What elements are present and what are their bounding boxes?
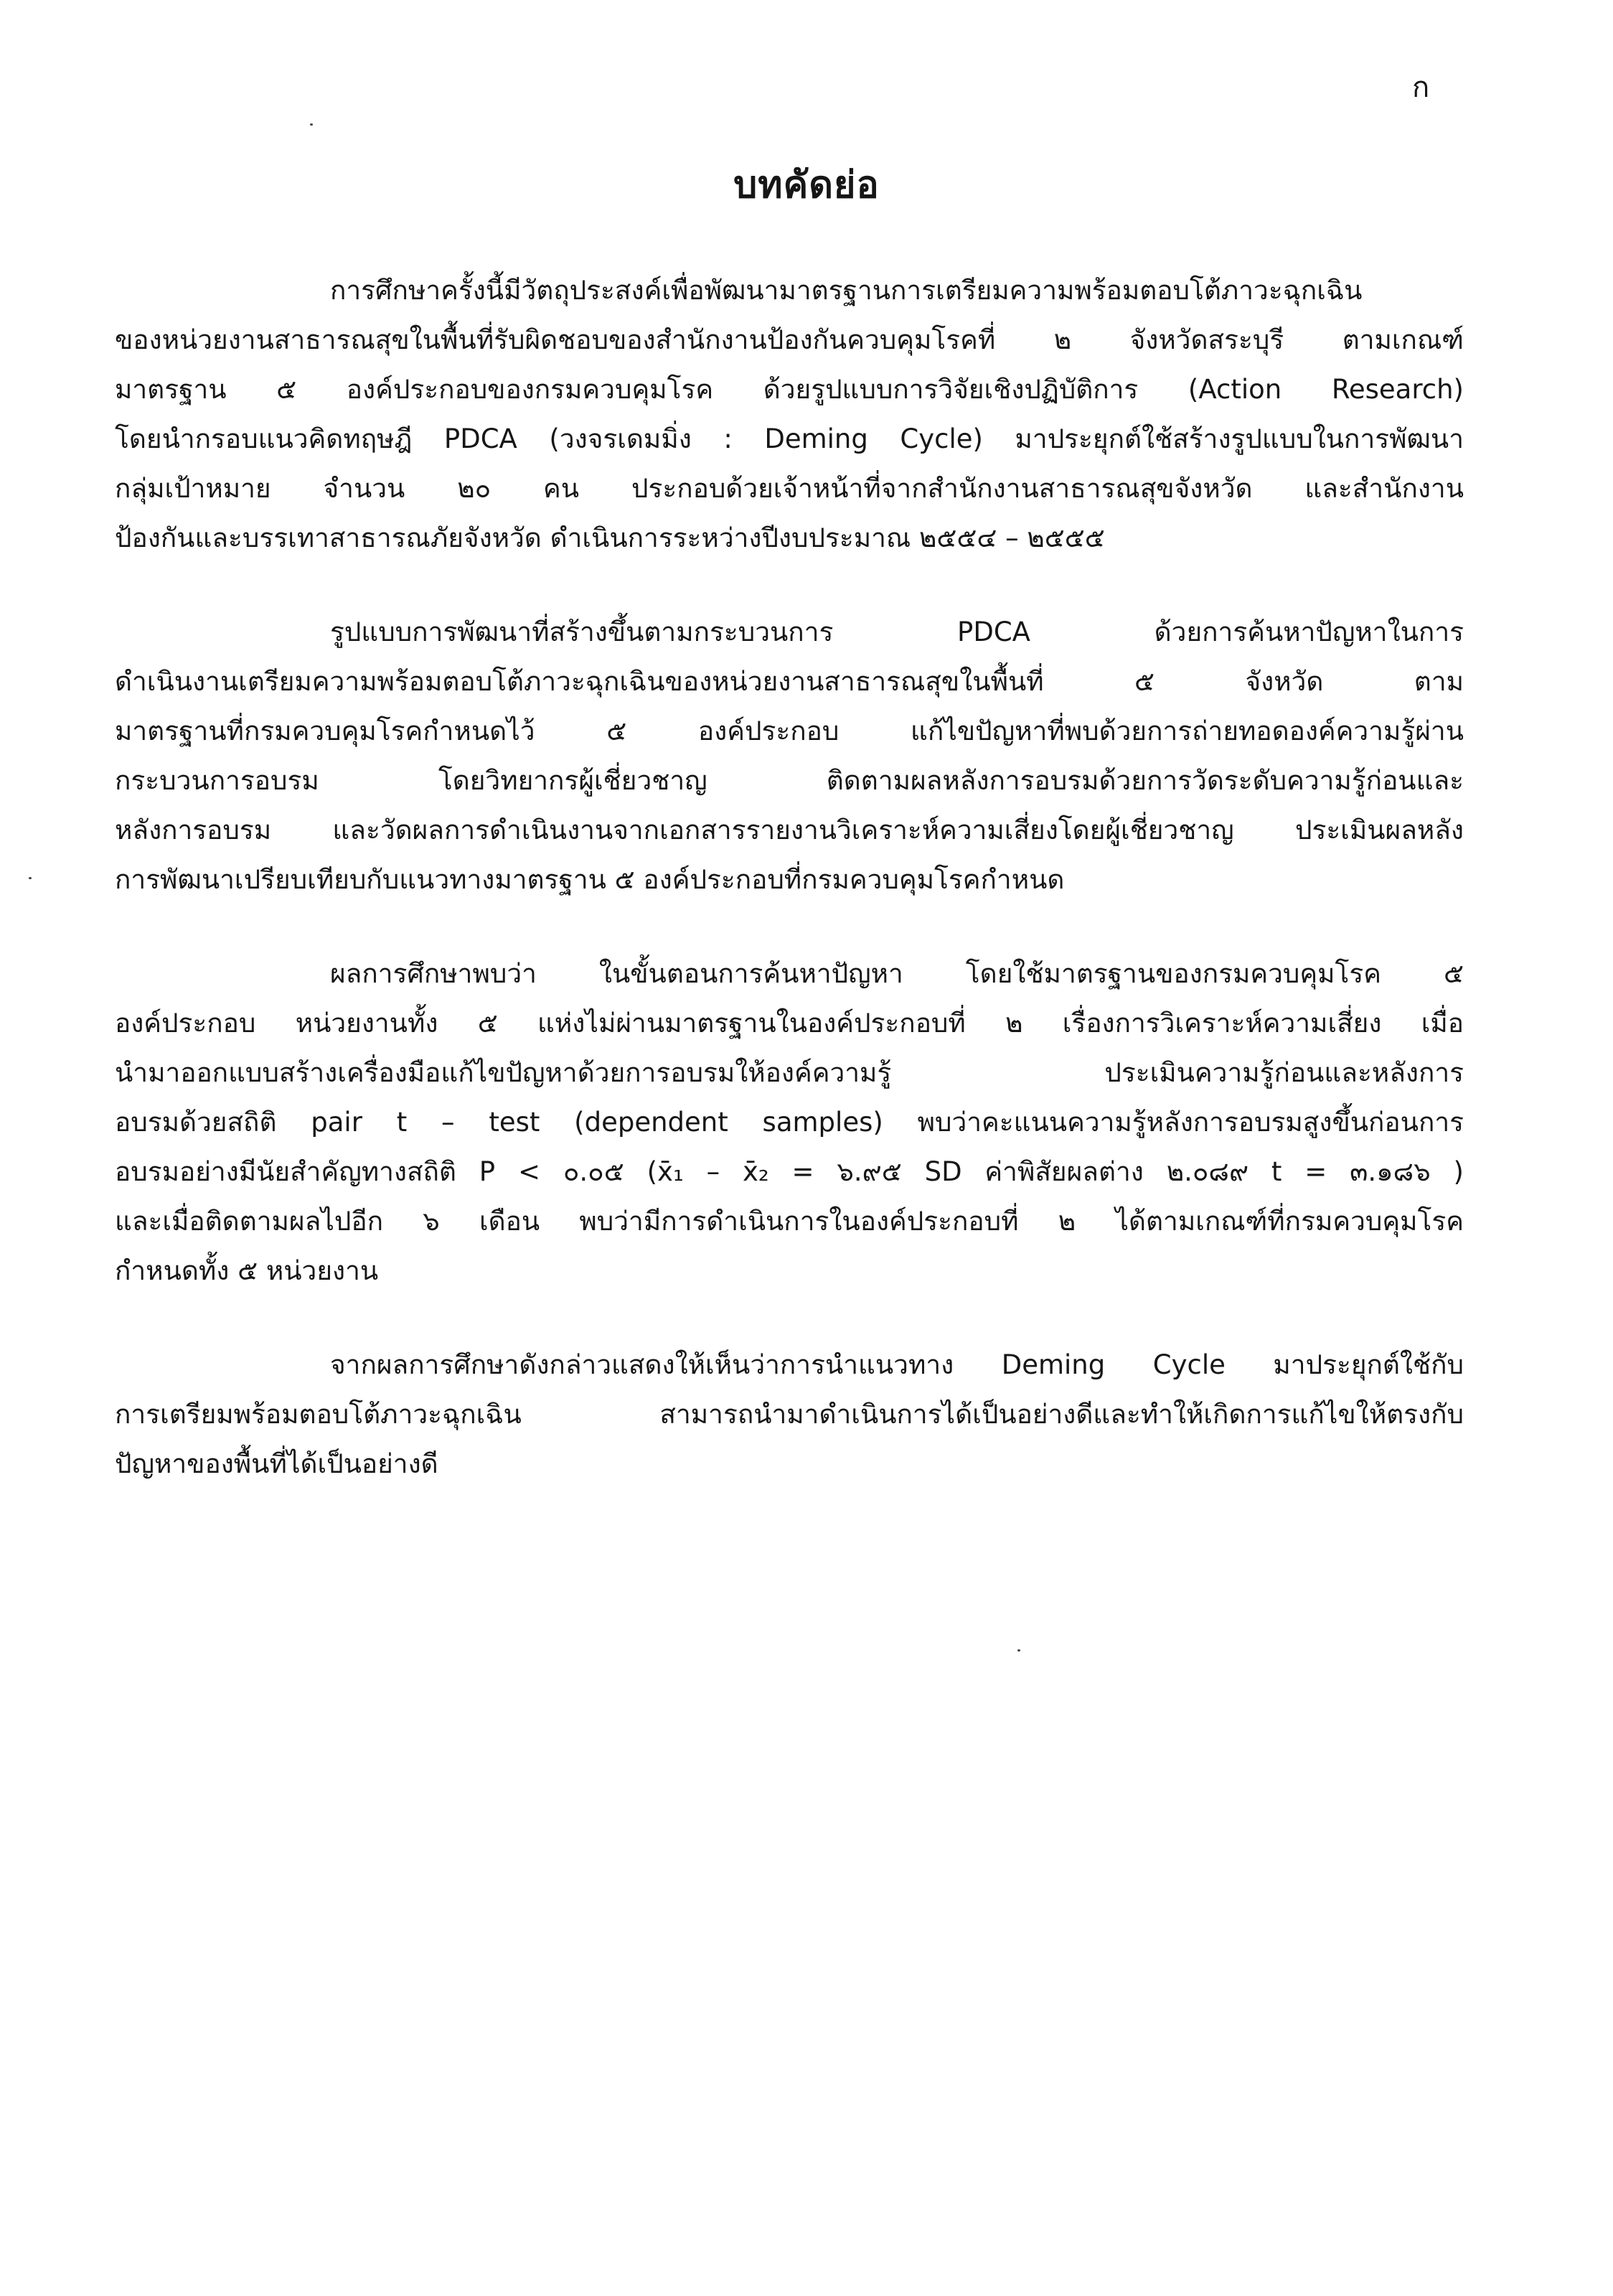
text-line: หลังการอบรม และวัดผลการดำเนินงานจากเอกสารรายงานวิเคราะห์ความเสี่ยงโดยผู้เชี่ยวชาญ ประเมินผลหลัง (115, 815, 1464, 845)
text-line: การพัฒนาเปรียบเทียบกับแนวทางมาตรฐาน ๕ องค์ประกอบที่กรมควบคุมโรคกำหนด (115, 864, 1065, 895)
paragraph-1 (115, 266, 1464, 563)
text-line: ของหน่วยงานสาธารณสุขในพื้นที่รับผิดชอบของสำนักงานป้องกันควบคุมโรคที่ ๒ จังหวัดสระบุรี ตามเกณฑ์ (115, 324, 1464, 355)
text-line: การเตรียมพร้อมตอบโต้ภาวะฉุกเฉิน สามารถนำมาดำเนินการได้เป็นอย่างดีและทำให้เกิดการแก้ไขให้ตรงกับ (115, 1399, 1464, 1430)
text-line: โดยนำกรอบแนวคิดทฤษฎี PDCA (วงจรเดมมิ่ง : Deming Cycle) มาประยุกต์ใช้สร้างรูปแบบในการพัฒนา (115, 423, 1464, 454)
text-line: มาตรฐานที่กรมควบคุมโรคกำหนดไว้ ๕ องค์ประกอบ แก้ไขปัญหาที่พบด้วยการถ่ายทอดองค์ความรู้ผ่าน (115, 716, 1464, 746)
text-line: จากผลการศึกษาดังกล่าวแสดงให้เห็นว่าการนำแนวทาง Deming Cycle มาประยุกต์ใช้กับ (330, 1349, 1464, 1380)
text-line: และเมื่อติดตามผลไปอีก ๖ เดือน พบว่ามีการดำเนินการในองค์ประกอบที่ ๒ ได้ตามเกณฑ์ที่กรมควบคุมโรค (115, 1206, 1464, 1237)
paragraph-2 (115, 607, 1464, 904)
text-line: กลุ่มเป้าหมาย จำนวน ๒๐ คน ประกอบด้วยเจ้าหน้าที่จากสำนักงานสาธารณสุขจังหวัด และสำนักงาน (115, 473, 1464, 504)
scan-speck (1017, 1649, 1020, 1651)
text-line: รูปแบบการพัฒนาที่สร้างขึ้นตามกระบวนการ PDCA ด้วยการค้นหาปัญหาในการ (330, 617, 1464, 647)
scan-speck (310, 123, 313, 126)
text-line: อบรมอย่างมีนัยสำคัญทางสถิติ P < ๐.๐๕ (x̄₁ – x̄₂ = ๖.๙๕ SD ค่าพิสัยผลต่าง ๒.๐๘๙ t = ๓.๑๘๖ ) (115, 1156, 1464, 1187)
text-line: กำหนดทั้ง ๕ หน่วยงาน (115, 1255, 379, 1286)
text-line: มาตรฐาน ๕ องค์ประกอบของกรมควบคุมโรค ด้วยรูปแบบการวิจัยเชิงปฏิบัติการ (Action Research) (115, 374, 1464, 405)
page-number: ก (1412, 71, 1430, 104)
text-line: ดำเนินงานเตรียมความพร้อมตอบโต้ภาวะฉุกเฉินของหน่วยงานสาธารณสุขในพื้นที่ ๕ จังหวัด ตาม (115, 666, 1464, 697)
scan-speck (29, 877, 32, 879)
abstract-body (115, 266, 1464, 1533)
text-line: การศึกษาครั้งนี้มีวัตถุประสงค์เพื่อพัฒนามาตรฐานการเตรียมความพร้อมตอบโต้ภาวะฉุกเฉิน (330, 275, 1363, 306)
text-line: ผลการศึกษาพบว่า ในขั้นตอนการค้นหาปัญหา โดยใช้มาตรฐานของกรมควบคุมโรค ๕ (330, 958, 1464, 989)
text-line: นำมาออกแบบสร้างเครื่องมือแก้ไขปัญหาด้วยการอบรมให้องค์ความรู้ ประเมินความรู้ก่อนและหลังการ (115, 1057, 1464, 1088)
text-line: อบรมด้วยสถิติ pair t – test (dependent samples) พบว่าคะแนนความรู้หลังการอบรมสูงขึ้นก่อนการ (115, 1107, 1464, 1138)
text-line: ปัญหาของพื้นที่ได้เป็นอย่างดี (115, 1448, 438, 1479)
text-line: ป้องกันและบรรเทาสาธารณภัยจังหวัด ดำเนินการระหว่างปีงบประมาณ ๒๕๕๔ – ๒๕๕๕ (115, 523, 1105, 553)
text-line: กระบวนการอบรม โดยวิทยากรผู้เชี่ยวชาญ ติดตามผลหลังการอบรมด้วยการวัดระดับความรู้ก่อนและ (115, 765, 1464, 796)
page-title: บทคัดย่อ (733, 164, 880, 207)
paragraph-4 (115, 1340, 1464, 1489)
text-line: องค์ประกอบ หน่วยงานทั้ง ๕ แห่งไม่ผ่านมาตรฐานในองค์ประกอบที่ ๒ เรื่องการวิเคราะห์ความเสี่ยง เมื่อ (115, 1008, 1464, 1039)
paragraph-3 (115, 949, 1464, 1295)
